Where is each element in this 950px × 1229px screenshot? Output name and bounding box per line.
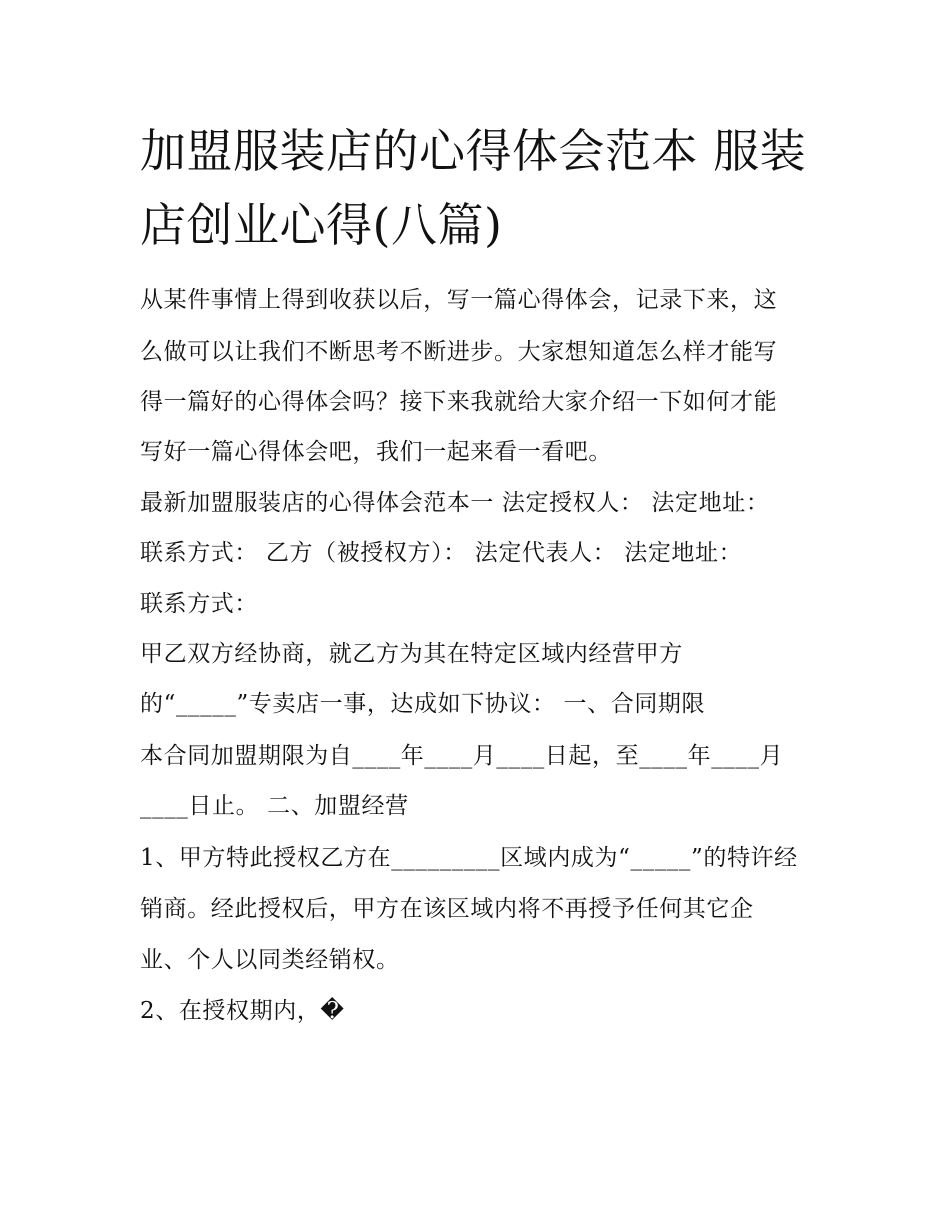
body-line: 1、甲方特此授权乙方在_________区域内成为“_____”的特许经 <box>140 845 798 871</box>
body-line: ____日止。 二、加盟经营 <box>140 793 409 819</box>
body-line: 么做可以让我们不断思考不断进步。大家想知道怎么样才能写 <box>140 339 778 365</box>
body-line: 联系方式： 乙方（被授权方）： 法定代表人： 法定地址： <box>140 540 743 566</box>
body-line: 2、在授权期内，� <box>140 998 345 1024</box>
body-line: 联系方式： <box>140 591 258 617</box>
document-title: 加盟服装店的心得体会范本 服装店创业心得(八篇) <box>140 124 807 252</box>
body-line: 得一篇好的心得体会吗？接下来我就给大家介绍一下如何才能 <box>140 389 778 415</box>
body-line: 最新加盟服装店的心得体会范本一 法定授权人： 法定地址： <box>140 490 770 516</box>
body-line: 本合同加盟期限为自____年____月____日起，至____年____月 <box>140 743 784 769</box>
body-line: 从某件事情上得到收获以后，写一篇心得体会，记录下来，这 <box>140 287 778 313</box>
body-line: 甲乙双方经协商，就乙方为其在特定区域内经营甲方 <box>140 641 683 667</box>
body-line: 业、个人以同类经销权。 <box>140 947 400 973</box>
body-line: 销商。经此授权后，甲方在该区域内将不再授予任何其它企 <box>140 896 754 922</box>
body-line: 写好一篇心得体会吧，我们一起来看一看吧。 <box>140 439 612 465</box>
body-line: 的“_____”专卖店一事，达成如下协议： 一、合同期限 <box>140 691 706 717</box>
